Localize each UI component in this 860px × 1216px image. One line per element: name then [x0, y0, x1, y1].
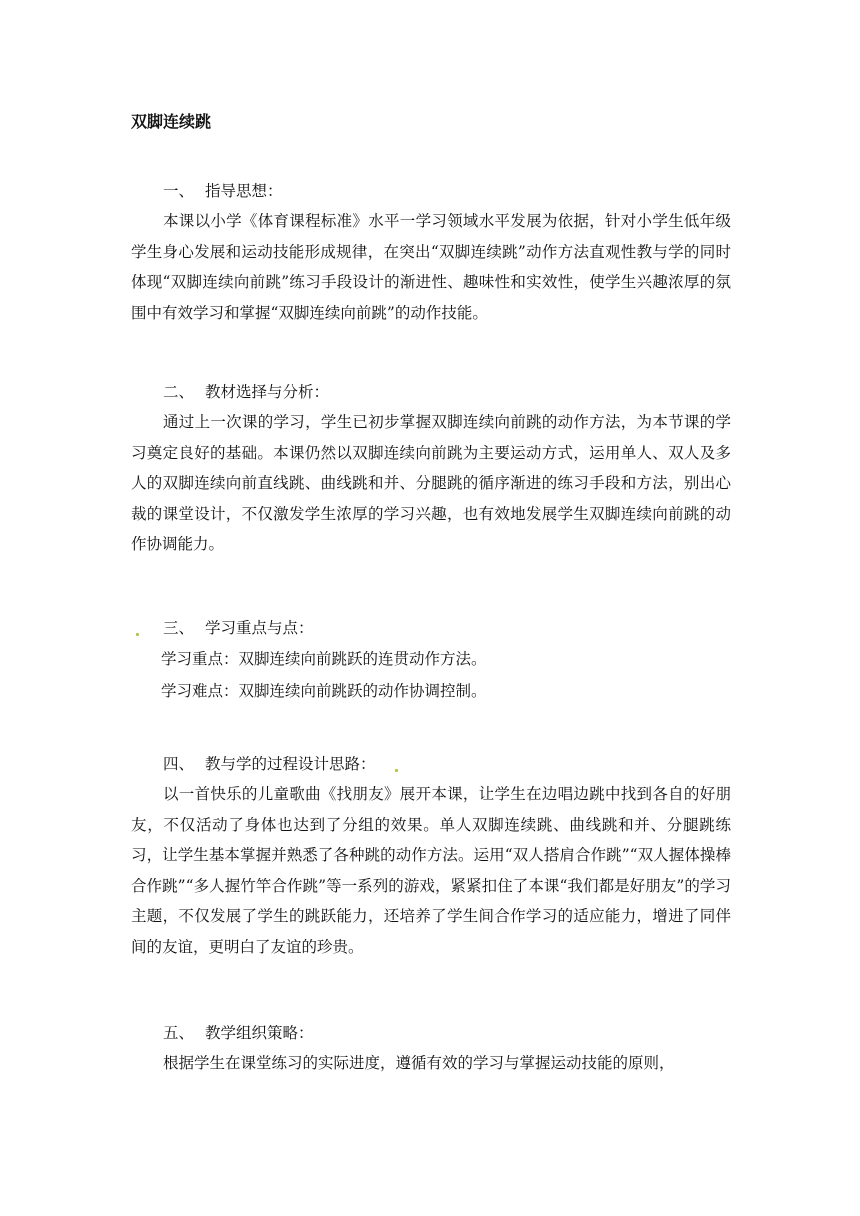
- section-process-design: [131, 749, 731, 963]
- document-title: 双脚连续跳: [131, 112, 212, 131]
- section-number: 三、: [163, 619, 195, 637]
- section-paragraph: 根据学生在课堂练习的实际进度，遵循有效的学习与掌握运动技能的原则，: [163, 1054, 675, 1072]
- section-organization-strategy: [131, 1018, 731, 1079]
- section-heading-text: 教学组织策略：: [205, 1024, 314, 1042]
- difficulty-line: 学习难点：双脚连续向前跳跃的动作协调控制。: [161, 682, 487, 700]
- section-heading: [131, 377, 731, 407]
- section-material-analysis: [131, 377, 731, 560]
- section-paragraph: 本课以小学《体育课程标准》水平一学习领域水平发展为依据，针对小学生低年级学生身心发展和运动技能形成规律，在突出“双脚连续跳”动作方法直观性教与学的同时体现“双脚连续向前跳”练习手段设计的渐进性、趣味性和实效性，使学生兴趣浓厚的氛围中有效学习和掌握“双脚连续向前跳”的动作技能。: [131, 212, 731, 322]
- section-heading-text: 指导思想：: [205, 182, 283, 200]
- section-number: 四、: [163, 755, 195, 773]
- scan-mark: [136, 633, 139, 636]
- section-guiding-idea: [131, 176, 731, 328]
- section-heading-text: 教材选择与分析：: [205, 383, 330, 401]
- section-heading: [131, 1018, 731, 1048]
- key-point-line: 学习重点：双脚连续向前跳跃的连贯动作方法。: [161, 650, 487, 668]
- section-paragraph: 以一首快乐的儿童歌曲《找朋友》展开本课，让学生在边唱边跳中找到各自的好朋友，不仅活动了身体也达到了分组的效果。单人双脚连续跳、曲线跳和并、分腿跳练习，让学生基本掌握并熟悉了各种跳的动作方法。运用“双人搭肩合作跳”“双人握体操棒合作跳”“多人握竹竿合作跳”等一系列的游戏，紧紧扣住了本课“我们都是好朋友”的学习主题，不仅发展了学生的跳跃能力，还培养了学生间合作学习的适应能力，增进了同伴间的友谊，更明白了友谊的珍贵。: [131, 785, 731, 956]
- section-heading: [131, 613, 731, 643]
- section-key-points: [131, 613, 731, 707]
- section-heading: [131, 749, 731, 779]
- section-heading-text: 教与学的过程设计思路：: [205, 755, 376, 773]
- section-number: 二、: [163, 383, 195, 401]
- section-heading-text: 学习重点与点：: [205, 619, 314, 637]
- section-heading: [131, 176, 731, 206]
- scan-mark: [395, 769, 398, 772]
- section-paragraph: 通过上一次课的学习，学生已初步掌握双脚连续向前跳的动作方法，为本节课的学习奠定良好的基础。本课仍然以双脚连续向前跳为主要运动方式，运用单人、双人及多人的双脚连续向前直线跳、曲线跳和并、分腿跳的循序渐进的练习手段和方法，别出心裁的课堂设计，不仅激发学生浓厚的学习兴趣，也有效地发展学生双脚连续向前跳的动作协调能力。: [131, 413, 731, 554]
- section-number: 一、: [163, 182, 195, 200]
- section-number: 五、: [163, 1024, 195, 1042]
